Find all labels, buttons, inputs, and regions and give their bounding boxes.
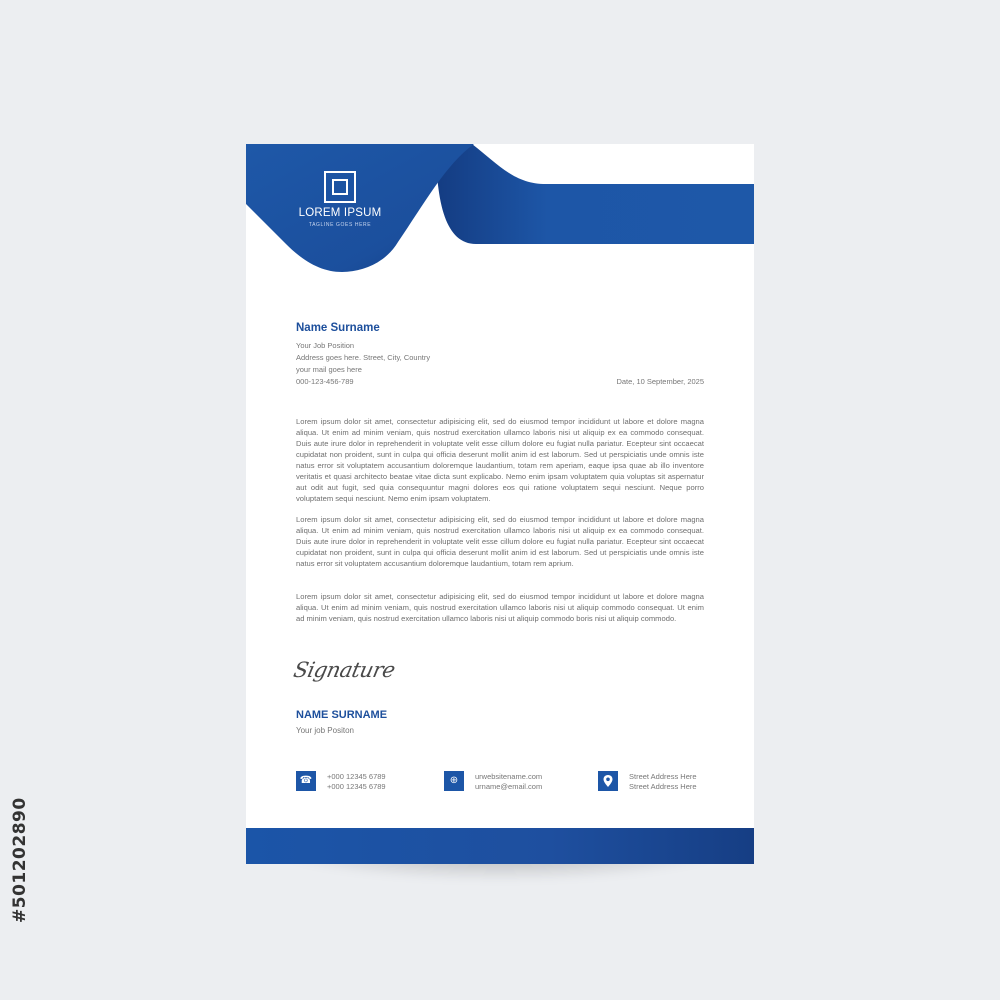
contact-address — [629, 772, 697, 792]
sender-position: Your Job Position — [296, 341, 355, 350]
handwritten-signature: Signature — [291, 658, 398, 682]
phone-icon: ☎ — [296, 771, 316, 791]
contact-address-line-1: Street Address Here — [629, 772, 697, 781]
contact-address-line-2: Street Address Here — [629, 782, 697, 791]
logo-tagline: TAGLINE GOES HERE — [308, 222, 372, 228]
sender-name: Name Surname — [296, 322, 380, 334]
contact-phone-line-2: +000 12345 6789 — [327, 782, 386, 791]
signatory-position: Your job Positon — [296, 726, 354, 735]
body-paragraph-2: Lorem ipsum dolor sit amet, consectetur adipisicing elit, sed do eiusmod tempor incididunt ut labore et dolore magna aliqua. Ut enim ad minim veniam, quis nostrud exercitation ullamco laboris nisi ut aliquip ex ea commodo consequat. Duis aute irure dolor in reprehenderit in voluptate velit esse cillum dolore eu fugiat nulla pariatur. Ecepteur sint occaecat cupidatat non proident, sunt in culpa qui officia deserunt mollit anim id est laborum. Sed ut perspiciatis unde omnis iste natus error sit voluptatem accusantium doloremque laudantium, totam rem aprium. — [296, 515, 704, 568]
sender-phone: 000-123-456-789 — [296, 377, 354, 386]
signatory-name: NAME SURNAME — [296, 709, 388, 721]
contact-email: urname@email.com — [475, 782, 543, 791]
letter-date: Date, 10 September, 2025 — [616, 377, 704, 386]
body-paragraph-1: Lorem ipsum dolor sit amet, consectetur adipisicing elit, sed do eiusmod tempor incididunt ut labore et dolore magna aliqua. Ut enim ad minim veniam, quis nostrud exercitation ullamco laboris nisi ut aliquip ex ea commodo consequat. Duis aute irure dolor in reprehenderit in voluptate velit esse cillum dolore eu fugiat nulla pariatur. Ecepteur sint occaecat cupidatat non proident, sunt in culpa qui officia deserunt mollit anim id est laborum. Sed ut perspiciatis unde omnis iste natus error sit voluptatem accusantium doloremque laudantium, totam rem aperiam, eaque ipsa quae ab illo inventore veritatis et quasi architecto beatae vitae dicta sunt explicabo. Nemo enim ipsam voluptatem quia voluptas sit aspernatur aut odit aut fugit, sed quia consequuntur magni dolores eos qui ratione voluptatem sequi nesciunt. Neque porro voluptatem sequi nesciunt. Nemo enim ipsam voluptatem. — [296, 417, 704, 503]
body-paragraph-3: Lorem ipsum dolor sit amet, consectetur adipisicing elit, sed do eiusmod tempor incididunt ut labore et dolore magna aliqua. Ut enim ad minim veniam, quis nostrud exercitation ullamco laboris nisi ut aliquip commodo consequat. Ut enim ad minim veniam, quis nostrud exercitation ullamco laboris nisi ut aliquip commodo boris nisi ut aliquip commodo. — [296, 592, 704, 623]
logo-name: LOREM IPSUM — [298, 207, 382, 219]
globe-icon: ⊕ — [444, 771, 464, 791]
letterhead-sheet — [246, 144, 754, 864]
logo-square-icon — [324, 171, 356, 203]
stock-id-label: #501202890 — [10, 797, 30, 923]
sender-address: Address goes here. Street, City, Country — [296, 353, 431, 362]
contact-web — [475, 772, 542, 792]
footer-bar — [246, 828, 754, 864]
sender-email: your mail goes here — [296, 365, 362, 374]
contact-phone-line-1: +000 12345 6789 — [327, 772, 386, 781]
contact-phone — [327, 772, 386, 792]
location-pin-icon — [598, 771, 618, 791]
contact-website: urwebsitename.com — [475, 772, 543, 781]
